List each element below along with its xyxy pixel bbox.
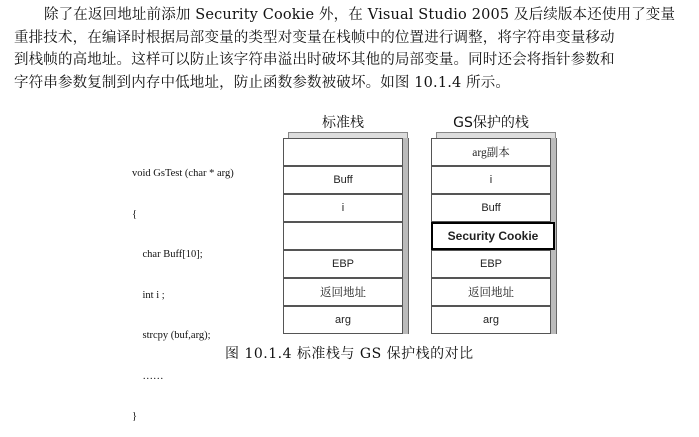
figure-caption: 图 10.1.4 标准栈与 GS 保护栈的对比 — [225, 346, 474, 362]
paragraph-line-2: 重排技术，在编译时根据局部变量的类型对变量在栈帧中的位置进行调整，将字符串变量移动 — [14, 29, 615, 46]
standard-stack-cell: arg — [283, 306, 403, 334]
gs-stack-cell: EBP — [431, 250, 551, 278]
code-line: { — [132, 208, 138, 220]
gs-stack-title: GS保护的栈 — [453, 115, 529, 131]
standard-stack-cell: 返回地址 — [283, 278, 403, 306]
paragraph-line-4: 字符串参数复制到内存中低地址，防止函数参数被破坏。如图 10.1.4 所示。 — [14, 74, 511, 91]
standard-stack-cell: EBP — [283, 250, 403, 278]
gs-stack-cell: arg副本 — [431, 138, 551, 166]
standard-stack-cell — [283, 222, 403, 250]
gs-stack-cell: 返回地址 — [431, 278, 551, 306]
paragraph-line-3: 到栈帧的高地址。这样可以防止该字符串溢出时破坏其他的局部变量。同时还会将指针参数和 — [14, 52, 615, 68]
code-snippet — [132, 140, 234, 437]
security-cookie-cell: Security Cookie — [431, 222, 555, 250]
code-line: …… — [132, 370, 164, 382]
standard-stack-cell: Buff — [283, 166, 403, 194]
standard-stack-title: 标准栈 — [322, 115, 364, 131]
body-paragraph — [14, 4, 686, 94]
gs-stack-cell: Buff — [431, 194, 551, 222]
paragraph-line-1: 除了在返回地址前添加 Security Cookie 外，在 Visual Studio 2005 及后续版本还使用了变量 — [44, 7, 676, 23]
gs-stack-cell: i — [431, 166, 551, 194]
standard-stack-cell — [283, 138, 403, 166]
code-line: void GsTest (char * arg) — [132, 168, 234, 179]
code-line: char Buff[10]; — [132, 249, 203, 260]
code-line: int i ; — [132, 289, 165, 301]
code-line: strcpy (buf,arg); — [132, 330, 211, 341]
gs-stack-cell: arg — [431, 306, 551, 334]
standard-stack-cell: i — [283, 194, 403, 222]
stack-side-face — [403, 138, 409, 334]
code-line: } — [132, 411, 138, 422]
